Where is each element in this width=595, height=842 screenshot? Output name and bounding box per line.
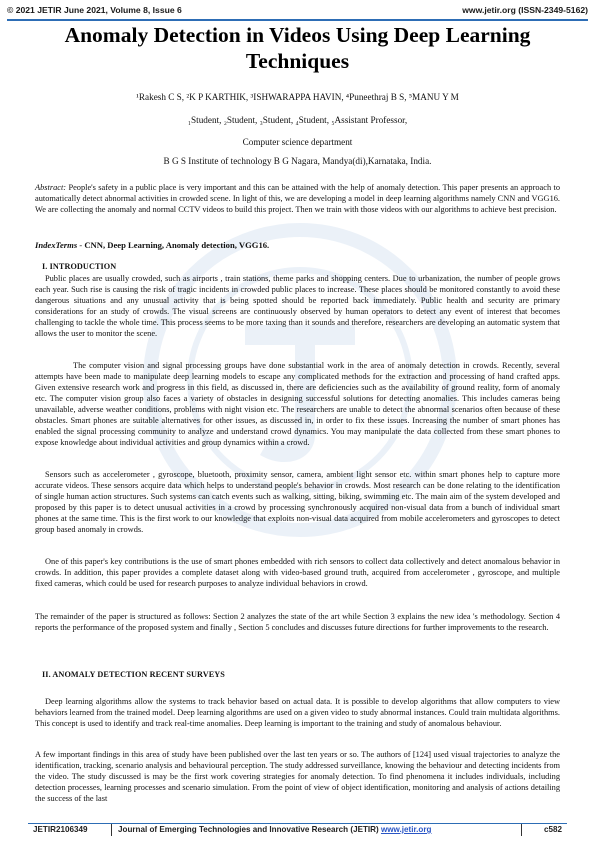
institute: B G S Institute of technology B G Nagara, Mandya(di),Karnataka, India. xyxy=(163,156,432,166)
paragraph: Sensors such as accelerometer , gyroscope, bluetooth, proximity sensor, camera, ambient light sensor etc. within smart phones help to capture more accurate videos. These sensors acquire data which helps to understand people's behavior in crowds. Most research can be done relating to the identification of single human action structures. Such systems can catch events such as walking, sitting, biking, swimming etc. The main aim of the system developed and proposed by this paper is to detect unusual activities in a crowd by processing synchronously acquired non-visual data from a bunch of individual smart phones at the same time. This is the first work to our knowledge that exploits non-visual data acquired from mobile accelerometers and gyroscopes to detect group based anomaly in crowds. xyxy=(35,470,560,534)
paper-title: Anomaly Detection in Videos Using Deep Learning Techniques xyxy=(64,23,531,73)
section-heading-introduction: I. INTRODUCTION xyxy=(42,262,117,271)
author-roles: ₁Student, ₂Student, ₃Student, ₄Student, ₅Assistant Professor, xyxy=(187,115,408,125)
page-footer xyxy=(33,825,562,837)
paragraph: A few important findings in this area of study have been published over the last ten years or so. The authors of [124] used visual trajectories to analyze the identification, tracking, scenario analysis and behavioural perception. The study addressed surveillance, knowing the behaviour and detecting incidents from the video. The study discussed is may be the first work covering strategies for anomaly detection. To find phenomena it includes individuals, including detection processes, learning processes and scenario simulation. From the point of view of object identification, monitoring and analysis of actions detailing the success of the last xyxy=(35,750,560,803)
index-terms-text: CNN, Deep Learning, Anomaly detection, VGG16. xyxy=(82,240,270,250)
paragraph: Deep learning algorithms allow the systems to track behavior based on actual data. It is possible to develop algorithms that allow computers to view behaviors learned from the trained model. Deep learning algorithms are used on a given video to study abnormal instances. Could train multidata algorithms. This concept is used to identify and track real-time anomalies. Deep learning is important to the training and study of anomalous behaviour. xyxy=(35,697,560,728)
footer-website-link[interactable]: www.jetir.org xyxy=(380,825,432,834)
introduction-para-4 xyxy=(35,557,560,590)
abstract-text: People's safety in a public place is very important and this can be attained with the help of anomaly detection. This paper presents an approach to automatically detect abnormal activities in crowded scene. In light of this, we are developing a model in deep learning algorithms namely CNN and VGG16. We are collecting the anomaly and normal CCTV videos to build this project. Then we train with those videos with our algorithms to achieve best precision. xyxy=(35,183,560,214)
paragraph: The remainder of the paper is structured as follows: Section 2 analyzes the state of the art while Section 3 explains the new idea 's methodology. Section 4 reports the performance of the proposed system and finally , Section 5 concludes and discusses future directions for further improvements to the research. xyxy=(35,612,560,632)
index-terms-label: IndexTerms - xyxy=(35,240,83,250)
author-list: ¹Rakesh C S, ²K P KARTHIK, ³ISHWARAPPA HAVIN, ⁴Puneethraj B S, ⁵MANU Y M xyxy=(136,92,459,102)
index-terms xyxy=(35,240,560,250)
header-journal-info: © 2021 JETIR June 2021, Volume 8, Issue 6 xyxy=(7,5,182,15)
survey-para-2 xyxy=(35,750,560,805)
abstract-label: Abstract: xyxy=(35,183,67,192)
section-heading-surveys: II. ANOMALY DETECTION RECENT SURVEYS xyxy=(42,670,225,679)
footer-journal xyxy=(118,825,431,834)
introduction-para-1 xyxy=(35,274,560,340)
introduction-para-2 xyxy=(35,361,560,449)
footer-journal-name: Journal of Emerging Technologies and Innovative Research (JETIR) xyxy=(118,825,379,834)
survey-para-1 xyxy=(35,697,560,730)
footer-paper-id: JETIR2106349 xyxy=(33,825,88,834)
footer-rule xyxy=(28,823,567,824)
page-header xyxy=(7,5,588,19)
footer-page-number: c582 xyxy=(543,825,562,834)
footer-separator xyxy=(111,824,112,836)
footer-separator xyxy=(521,824,522,836)
abstract xyxy=(35,183,560,216)
header-rule xyxy=(7,19,588,21)
paragraph: One of this paper's key contributions is the use of smart phones embedded with rich sensors to collect data collectively and detect anomalous behavior in crowds. In addition, this paper provides a complete dataset along with video-based ground truth, acquired from accelerometer , gyroscope, and multiple fixed cameras, which could be used for research purposes to analyze individual behaviors in crowd. xyxy=(35,557,560,588)
paragraph: The computer vision and signal processing groups have done substantial work in the area of anomaly detection in crowds. Recently, several attempts have been made to manipulate deep learning models to escape any complicated methods for the extraction and processing of hand crafted apps. Given extensive research work and progress in this field, as discussed in, there are deficiencies such as the availability of ground reality, form of anomaly etc. The computer vision group also faces a variety of obstacles in designing successful solutions for detecting anomalies. This includes cameras being unavailable, adverse weather conditions, problems with night vision etc. The researchers are unable to detect the abnormal scenarios often because of these obstacles. Smart phones are suitable alternatives for other issues, as discussed in, in order to fix these issues. Increasing the number of smart phones has enabled the signal processing community to analyze and understand crowd dynamics. You may manipulate the data collected from these smart phones to expose knowledge about individual activities and group dynamics within a crowd. xyxy=(35,361,560,447)
header-website[interactable]: www.jetir.org (ISSN-2349-5162) xyxy=(462,5,588,15)
introduction-para-5 xyxy=(35,612,560,634)
department: Computer science department xyxy=(242,137,353,147)
introduction-para-3 xyxy=(35,470,560,536)
paragraph: Public places are usually crowded, such as airports , train stations, theme parks and shopping centers. Due to urbanization, the number of people grows each year. Such rise is causing the risk of tragic incidents in crowded public places to increase. These places should be monitored constantly to avoid these dangerous situations and any unusual activity that is being spotted should be reported back immediately. Public health and security are primary considerations for an study of crowds. The visual screens are continuously observed by human operators to detect any event of interest that becomes challenging to tackle the whole time. This process seems to be more taxing than it sounds and therefore, researchers are developing an automatic system that allows the user to monitor the scene. xyxy=(35,274,560,338)
